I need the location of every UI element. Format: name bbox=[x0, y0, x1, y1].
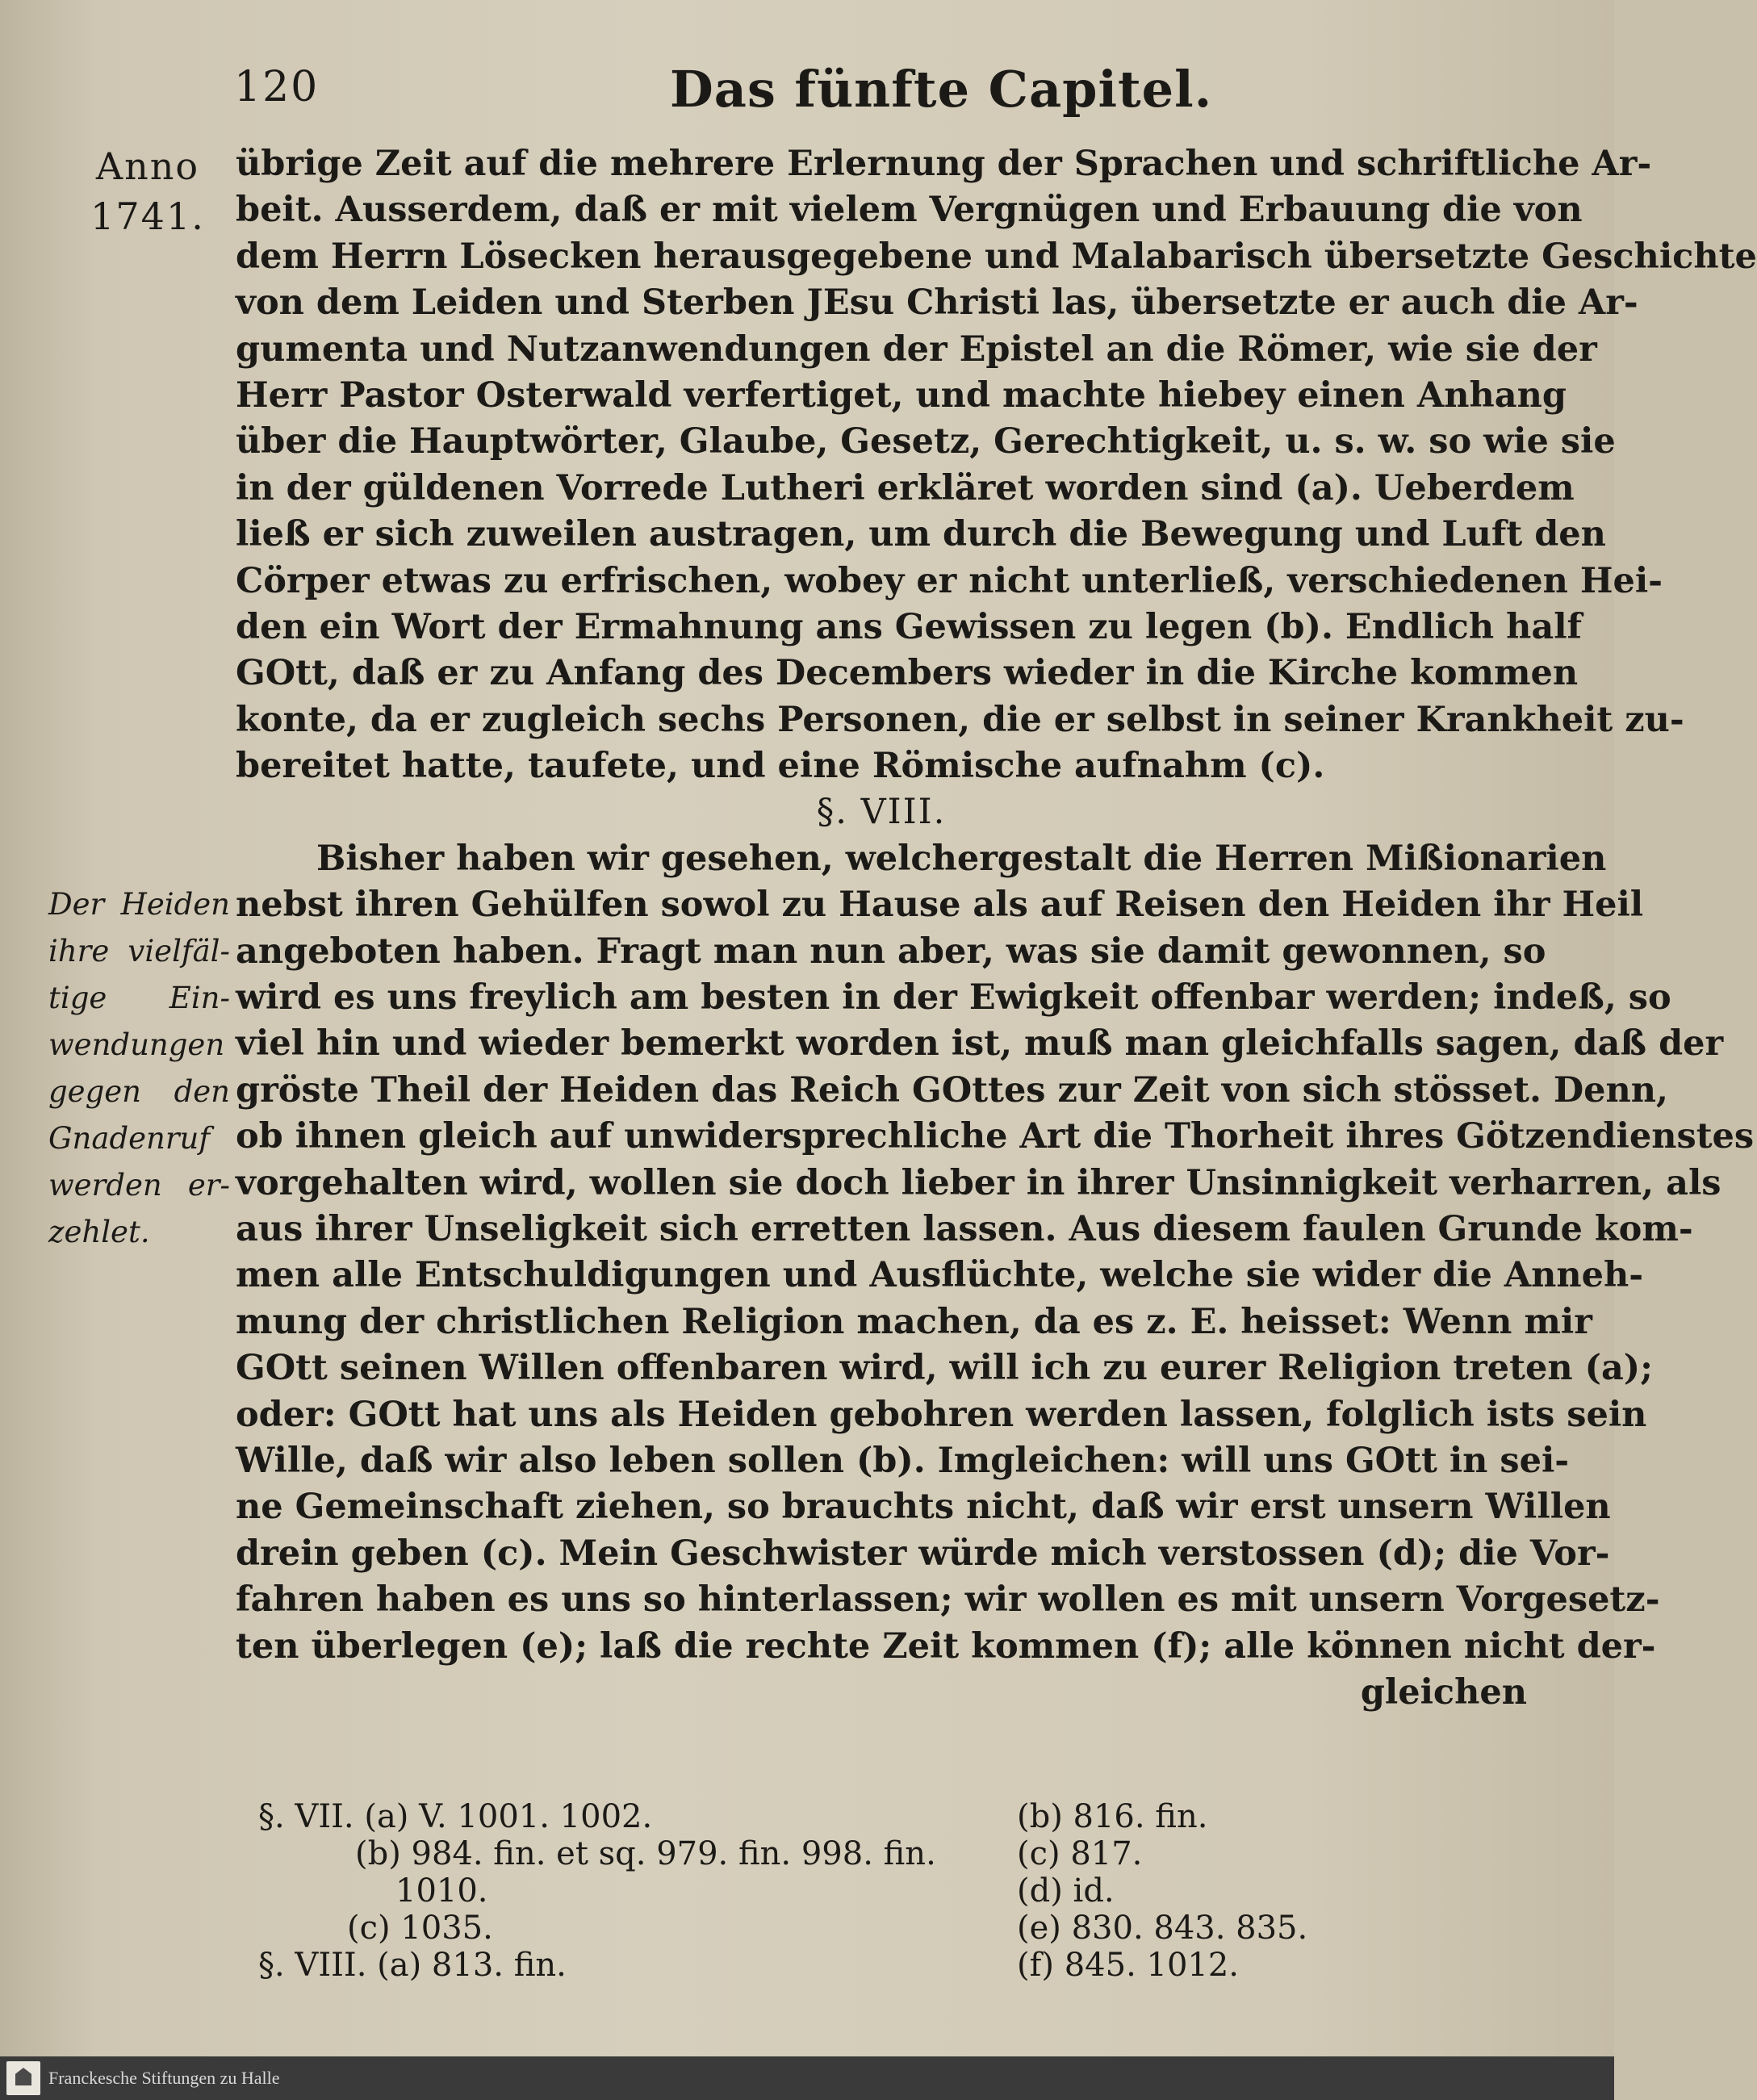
text-line: den ein Wort der Ermahnung ans Gewissen zu legen (b). Endlich half bbox=[236, 606, 1583, 647]
section-heading: §. VIII. bbox=[816, 792, 947, 833]
text-line: Wille, daß wir also leben sollen (b). Imgleichen: will uns GOtt in sei- bbox=[236, 1440, 1570, 1481]
catchword: gleichen bbox=[1360, 1671, 1527, 1713]
margin-year-number: 1741. bbox=[90, 195, 205, 238]
footnote: (b) 816. fin. bbox=[1017, 1798, 1208, 1835]
text-line: drein geben (c). Mein Geschwister würde mich verstossen (d); die Vor- bbox=[236, 1533, 1610, 1574]
text-line: GOtt seinen Willen offenbaren wird, will ich zu eurer Religion treten (a); bbox=[236, 1348, 1654, 1389]
footnotes-right-column bbox=[1017, 1798, 1501, 1984]
text-line: über die Hauptwörter, Glaube, Gesetz, Gerechtigkeit, u. s. w. so wie sie bbox=[236, 421, 1616, 462]
footnotes bbox=[258, 1798, 1550, 2008]
text-line: nebst ihren Gehülfen sowol zu Hause als auf Reisen den Heiden ihr Heil bbox=[236, 885, 1644, 926]
institution-name: Franckesche Stiftungen zu Halle bbox=[48, 2068, 280, 2088]
footnote: (c) 817. bbox=[1017, 1835, 1143, 1872]
footnote: (e) 830. 843. 835. bbox=[1017, 1910, 1308, 1947]
text-line: beit. Ausserdem, daß er mit vielem Vergnügen und Erbauung die von bbox=[236, 190, 1583, 231]
text-line: viel hin und wieder bemerkt worden ist, muß man gleichfalls sagen, daß der bbox=[236, 1023, 1724, 1065]
text-line: von dem Leiden und Sterben JEsu Christi las, übersetzte er auch die Ar- bbox=[236, 282, 1638, 324]
margin-note-line: tige Ein- bbox=[48, 981, 230, 1015]
text-line: ne Gemeinschaft ziehen, so brauchts nicht, daß wir erst unsern Willen bbox=[236, 1487, 1611, 1528]
margin-summary-note bbox=[48, 881, 230, 1256]
margin-year-note bbox=[87, 141, 208, 241]
footnote: (f) 845. 1012. bbox=[1017, 1947, 1240, 1984]
text-line: dem Herrn Lösecken herausgegebene und Malabarisch übersetzte Geschichte bbox=[236, 236, 1757, 277]
text-line: ten überlegen (e); laß die rechte Zeit kommen (f); alle können nicht der- bbox=[236, 1625, 1656, 1667]
running-head bbox=[234, 56, 1542, 129]
page-number: 120 bbox=[234, 63, 320, 111]
text-line: oder: GOtt hat uns als Heiden gebohren werden lassen, folglich ists sein bbox=[236, 1394, 1647, 1435]
margin-note-line: zehlet. bbox=[48, 1215, 150, 1249]
text-line: in der güldenen Vorrede Lutheri erkläret worden sind (a). Ueberdem bbox=[236, 467, 1575, 508]
margin-note-line: ihre vielfäl- bbox=[48, 934, 230, 968]
footnote: §. VII. (a) V. 1001. 1002. bbox=[258, 1798, 653, 1835]
footnote: (d) id. bbox=[1017, 1872, 1115, 1910]
margin-year-word: Anno bbox=[95, 144, 200, 188]
chapter-title: Das fünfte Capitel. bbox=[670, 60, 1213, 119]
text-line: wird es uns freylich am besten in der Ewigkeit offenbar werden; indeß, so bbox=[236, 977, 1671, 1019]
text-line: konte, da er zugleich sechs Personen, die er selbst in seiner Krankheit zu- bbox=[236, 699, 1684, 740]
text-line: GOtt, daß er zu Anfang des Decembers wieder in die Kirche kommen bbox=[236, 653, 1579, 694]
text-line: vorgehalten wird, wollen sie doch lieber in ihrer Unsinnigkeit verharren, als bbox=[236, 1162, 1721, 1203]
text-line: übrige Zeit auf die mehrere Erlernung der Sprachen und schriftliche Ar- bbox=[236, 144, 1652, 184]
margin-note-line: wendungen bbox=[48, 1027, 225, 1062]
text-line: ob ihnen gleich auf unwidersprechliche Art die Thorheit ihres Götzendienstes bbox=[236, 1116, 1755, 1157]
main-text bbox=[236, 141, 1757, 1716]
margin-note-line: gegen den bbox=[48, 1074, 230, 1109]
footnote: 1010. bbox=[395, 1872, 488, 1910]
text-line: Bisher haben wir gesehen, welchergestalt die Herren Mißionarien bbox=[316, 838, 1607, 879]
margin-note-line: werden er- bbox=[48, 1168, 230, 1203]
text-line: angeboten haben. Fragt man nun aber, was sie damit gewonnen, so bbox=[236, 931, 1546, 972]
text-line: gumenta und Nutzanwendungen der Epistel an die Römer, wie sie der bbox=[236, 328, 1597, 370]
text-line: ließ er sich zuweilen austragen, um durch die Bewegung und Luft den bbox=[236, 514, 1606, 555]
text-line: gröste Theil der Heiden das Reich GOttes zur Zeit von sich stösset. Denn, bbox=[236, 1069, 1669, 1111]
text-line: Herr Pastor Osterwald verfertiget, und machte hiebey einen Anhang bbox=[236, 374, 1567, 416]
footnotes-left-column bbox=[258, 1798, 985, 1984]
text-line: mung der christlichen Religion machen, da es z. E. heisset: Wenn mir bbox=[236, 1301, 1592, 1342]
text-line: men alle Entschuldigungen und Ausflüchte, welche sie wider die Anneh- bbox=[236, 1255, 1644, 1296]
footnote: (c) 1035. bbox=[347, 1910, 493, 1947]
text-line: bereitet hatte, taufete, und eine Römische aufnahm (c). bbox=[236, 746, 1325, 787]
margin-note-line: Der Heiden bbox=[48, 887, 230, 922]
footnote: (b) 984. fin. et sq. 979. fin. 998. fin. bbox=[355, 1835, 936, 1872]
text-line: aus ihrer Unseligkeit sich erretten lassen. Aus diesem faulen Grunde kom- bbox=[236, 1208, 1693, 1249]
footer-bar bbox=[0, 2056, 1614, 2100]
footnote: §. VIII. (a) 813. fin. bbox=[258, 1947, 567, 1984]
text-line: fahren haben es uns so hinterlassen; wir wollen es mit unsern Vorgesetz- bbox=[236, 1579, 1660, 1621]
text-line: Cörper etwas zu erfrischen, wobey er nicht unterließ, verschiedenen Hei- bbox=[236, 560, 1663, 601]
institution-logo-icon bbox=[6, 2061, 40, 2095]
margin-note-line: Gnadenruf bbox=[48, 1121, 211, 1156]
